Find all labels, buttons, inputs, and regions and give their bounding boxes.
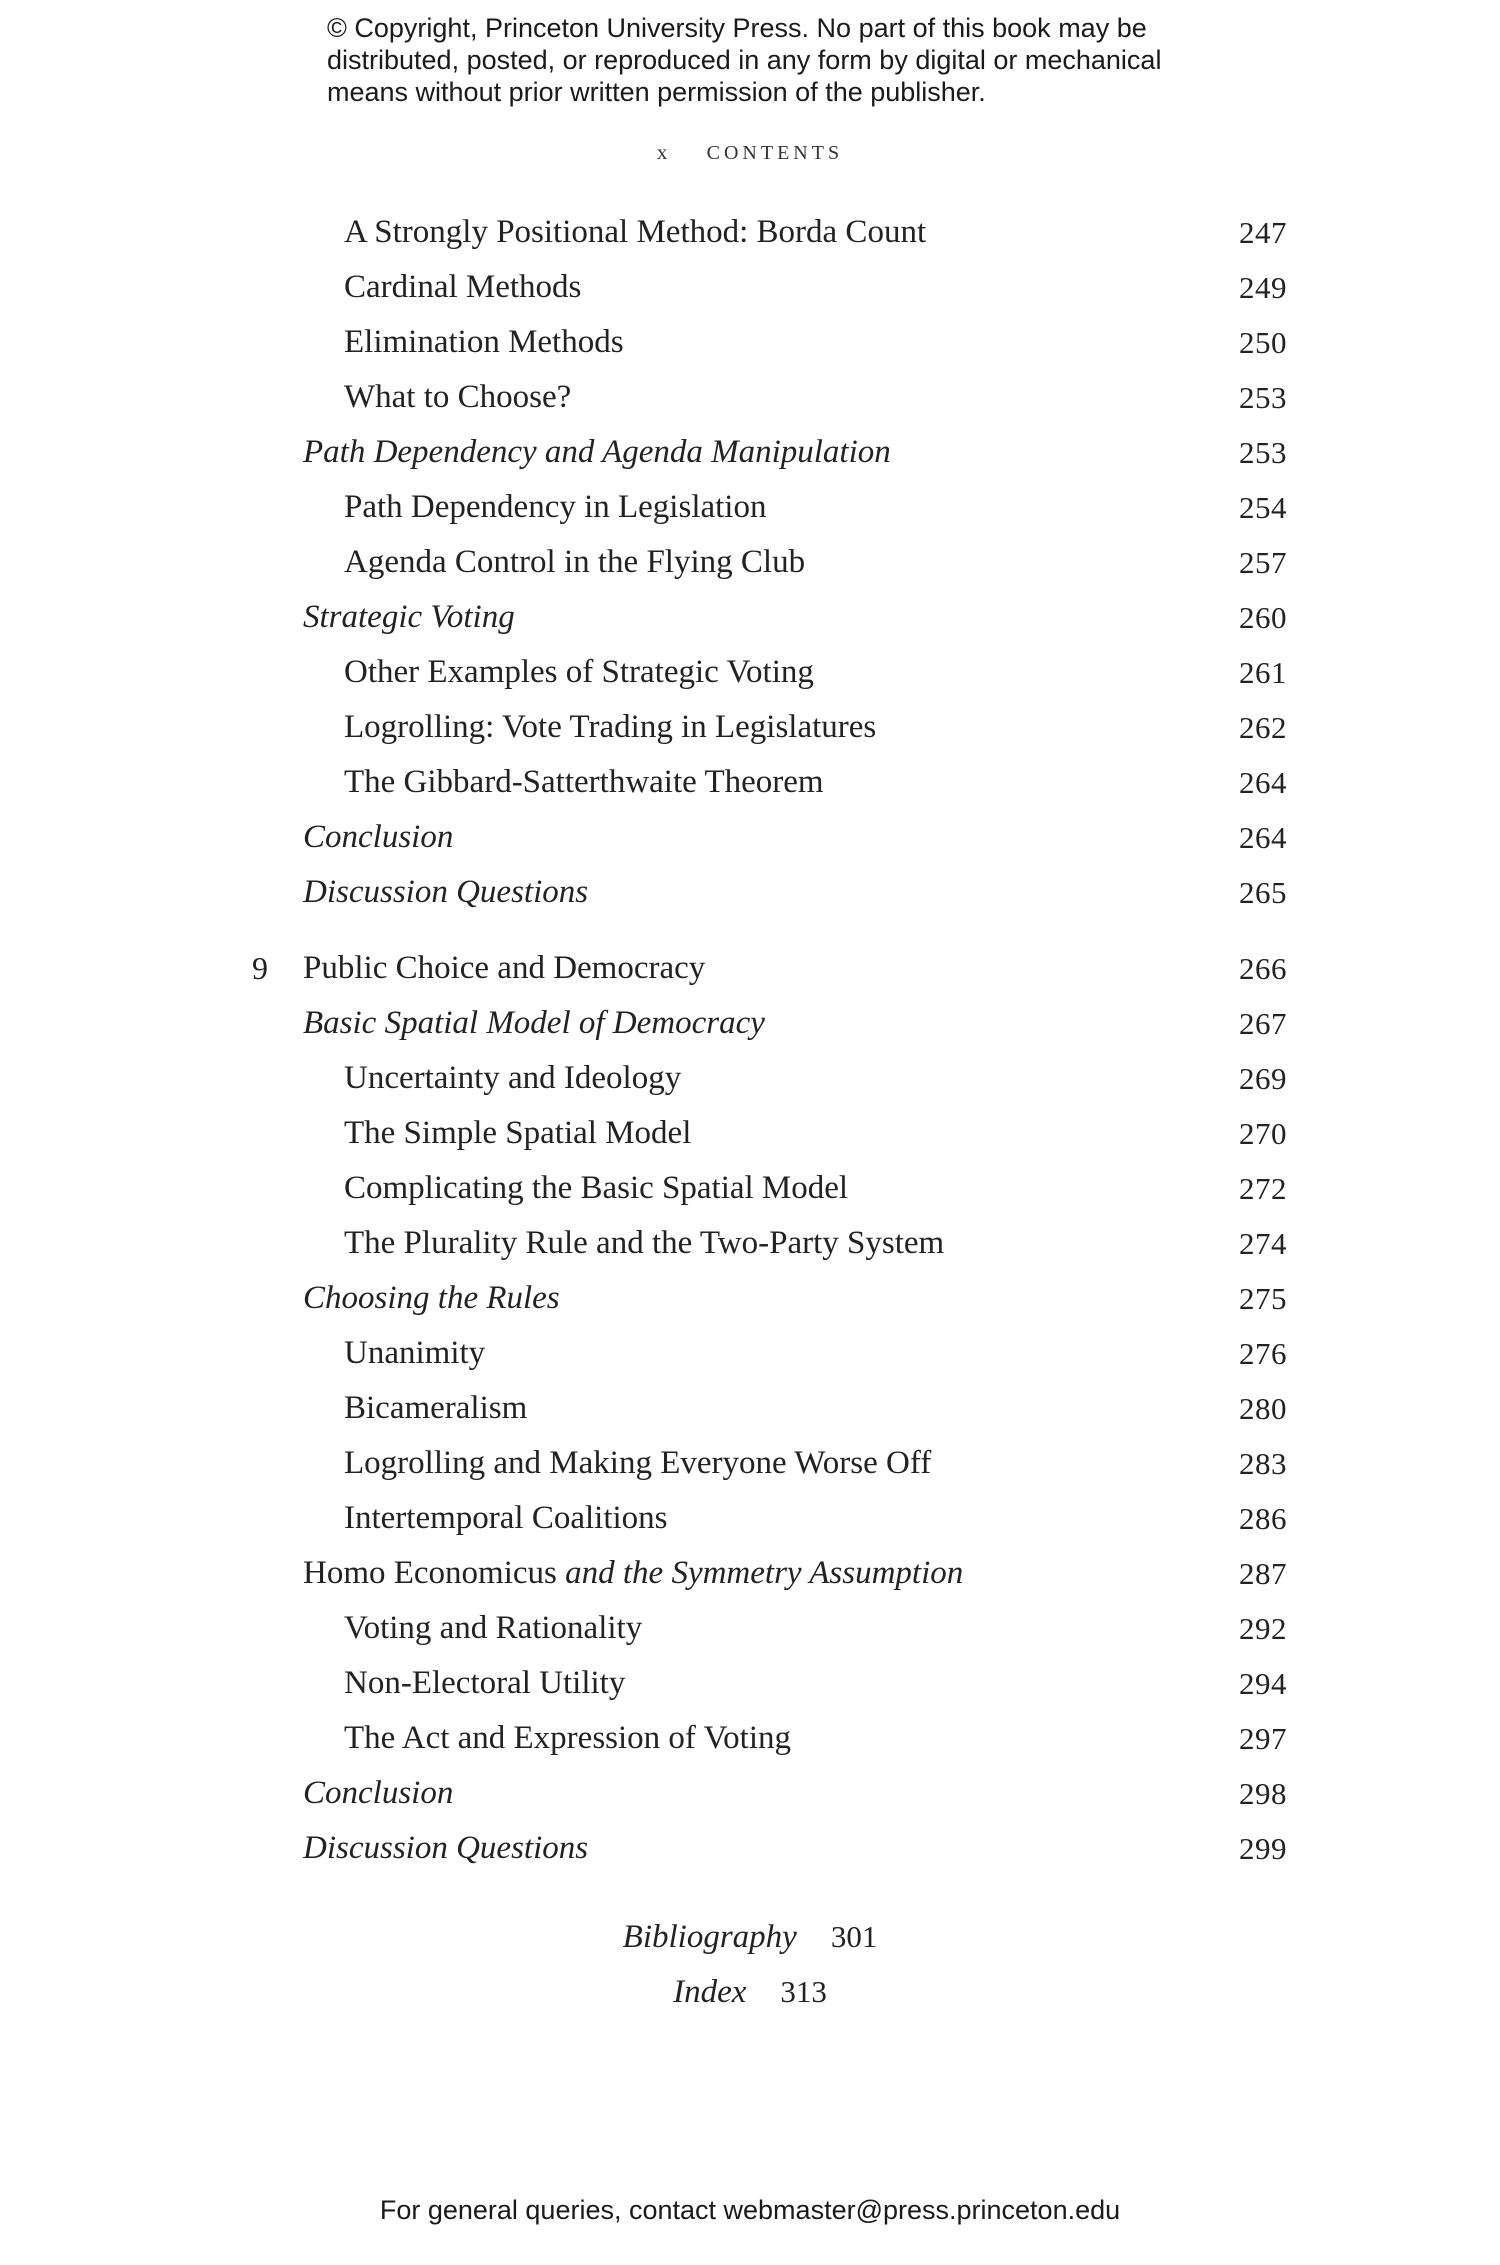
back-matter-entry [0,1967,1500,2017]
toc-entry-title: Path Dependency in Legislation [344,489,767,525]
toc-entry-title: The Plurality Rule and the Two-Party System [344,1225,945,1261]
toc-entry [0,755,1500,810]
toc-entry-page: 261 [1239,655,1287,690]
toc-entry-title: Choosing the Rules [303,1280,560,1316]
back-matter-title: Bibliography [622,1919,797,1955]
toc-entry [0,1601,1500,1656]
toc-entry-page: 299 [1239,1831,1287,1866]
toc-entry [0,1436,1500,1491]
toc-entry-page: 294 [1239,1666,1287,1701]
copyright-line: distributed, posted, or reproduced in any form by digital or mechanical [327,45,1162,75]
toc-entry-page: 265 [1239,875,1287,910]
toc-entry [0,1381,1500,1436]
toc-entry [0,1271,1500,1326]
toc-entry-title: Logrolling: Vote Trading in Legislatures [344,709,877,745]
toc-entry [0,535,1500,590]
toc-entry-title: Agenda Control in the Flying Club [344,544,806,580]
toc-entry-page: 260 [1239,600,1287,635]
chapter-number: 9 [252,950,268,986]
toc-entry [0,1766,1500,1821]
toc-entry [0,865,1500,920]
toc-entry [0,1106,1500,1161]
toc-entry-page: 250 [1239,325,1287,360]
toc-entry-page: 249 [1239,270,1287,305]
toc-entry-title: Voting and Rationality [344,1610,643,1646]
toc-entry-page: 264 [1239,765,1287,800]
section-title: CONTENTS [706,142,844,164]
toc-entry-title: Intertemporal Coalitions [344,1500,668,1536]
toc-entry [0,1491,1500,1546]
toc-entry-page: 269 [1239,1061,1287,1096]
toc-entry-page: 275 [1239,1281,1287,1316]
toc-entry-page: 253 [1239,435,1287,470]
toc-entry-page: 253 [1239,380,1287,415]
running-head [0,140,1500,165]
back-matter-entry [0,1912,1500,1962]
toc-entry-page: 257 [1239,545,1287,580]
toc-entry-page: 272 [1239,1171,1287,1206]
toc-entry [0,1546,1500,1601]
toc-entry-page: 267 [1239,1006,1287,1041]
toc-entry [0,996,1500,1051]
copyright-notice [327,12,1227,108]
toc-entry [0,425,1500,480]
copyright-line: means without prior written permission of the publisher. [327,77,986,107]
toc-entry [0,1216,1500,1271]
toc-entry-title: Conclusion [303,1775,454,1811]
toc-entry-title: Cardinal Methods [344,269,582,305]
toc-entry-title: Bicameralism [344,1390,528,1426]
toc-entry-title: Discussion Questions [303,1830,589,1866]
toc-entry [0,700,1500,755]
toc-entry-title: Basic Spatial Model of Democracy [303,1005,765,1041]
toc-entry-title: Public Choice and Democracy [303,950,706,986]
toc-entry [0,260,1500,315]
toc-entry-page: 287 [1239,1556,1287,1591]
toc-entry [0,1051,1500,1106]
toc-entry-title: Non-Electoral Utility [344,1665,626,1701]
toc-entry [0,645,1500,700]
toc-entry-page: 254 [1239,490,1287,525]
toc-entry-page: 270 [1239,1116,1287,1151]
toc-entry-title-roman: Homo Economicus [303,1555,557,1591]
toc-entry-page: 283 [1239,1446,1287,1481]
toc-entry-title: Path Dependency and Agenda Manipulation [303,434,891,470]
toc-entry-title-italic: and the Symmetry Assumption [556,1555,964,1591]
toc-entry [0,1161,1500,1216]
toc-entry-title: Uncertainty and Ideology [344,1060,682,1096]
toc-entry [0,205,1500,260]
toc-entry-title: The Simple Spatial Model [344,1115,692,1151]
back-matter-page: 301 [830,1919,878,1954]
toc-entry-title: A Strongly Positional Method: Borda Count [344,214,927,250]
toc-entry-title: Other Examples of Strategic Voting [344,654,814,690]
toc-entry-page: 247 [1239,215,1287,250]
toc-entry [0,590,1500,645]
toc-entry-title: Unanimity [344,1335,486,1371]
toc-entry [0,1711,1500,1766]
toc-entry [0,370,1500,425]
toc-entry-page: 262 [1239,710,1287,745]
toc-entry-title: What to Choose? [344,379,572,415]
copyright-line: © Copyright, Princeton University Press. No part of this book may be [327,13,1147,43]
toc-entry [0,1326,1500,1381]
toc-entry-page: 266 [1239,951,1287,986]
toc-entry-title: Discussion Questions [303,874,589,910]
toc-entry [0,1821,1500,1876]
back-matter-page: 313 [780,1974,827,2009]
toc-entry-title: Strategic Voting [303,599,515,635]
toc-entry-title: The Act and Expression of Voting [344,1720,791,1756]
toc-entry-title: The Gibbard-Satterthwaite Theorem [344,764,824,800]
footer-contact: For general queries, contact webmaster@press.princeton.edu [379,2195,1121,2225]
toc-entry [0,480,1500,535]
toc-entry [0,941,1500,996]
toc-entry-page: 276 [1239,1336,1287,1371]
toc-entry-page: 297 [1239,1721,1287,1756]
toc-entry-title: Logrolling and Making Everyone Worse Off [344,1445,932,1481]
toc-entry [0,1656,1500,1711]
toc-entry [0,315,1500,370]
toc-entry [0,810,1500,865]
page-folio: x [656,140,671,164]
toc-entry-title: Elimination Methods [344,324,624,360]
toc-entry-title: Conclusion [303,819,454,855]
toc-entry-title: Complicating the Basic Spatial Model [344,1170,849,1206]
toc-entry-page: 292 [1239,1611,1287,1646]
back-matter-title: Index [673,1974,747,2010]
toc-entry-page: 286 [1239,1501,1287,1536]
toc-entry-page: 264 [1239,820,1287,855]
toc-entry-page: 280 [1239,1391,1287,1426]
toc-entry-page: 298 [1239,1776,1287,1811]
toc-entry-page: 274 [1239,1226,1287,1261]
toc-entry-title [303,1546,963,1601]
